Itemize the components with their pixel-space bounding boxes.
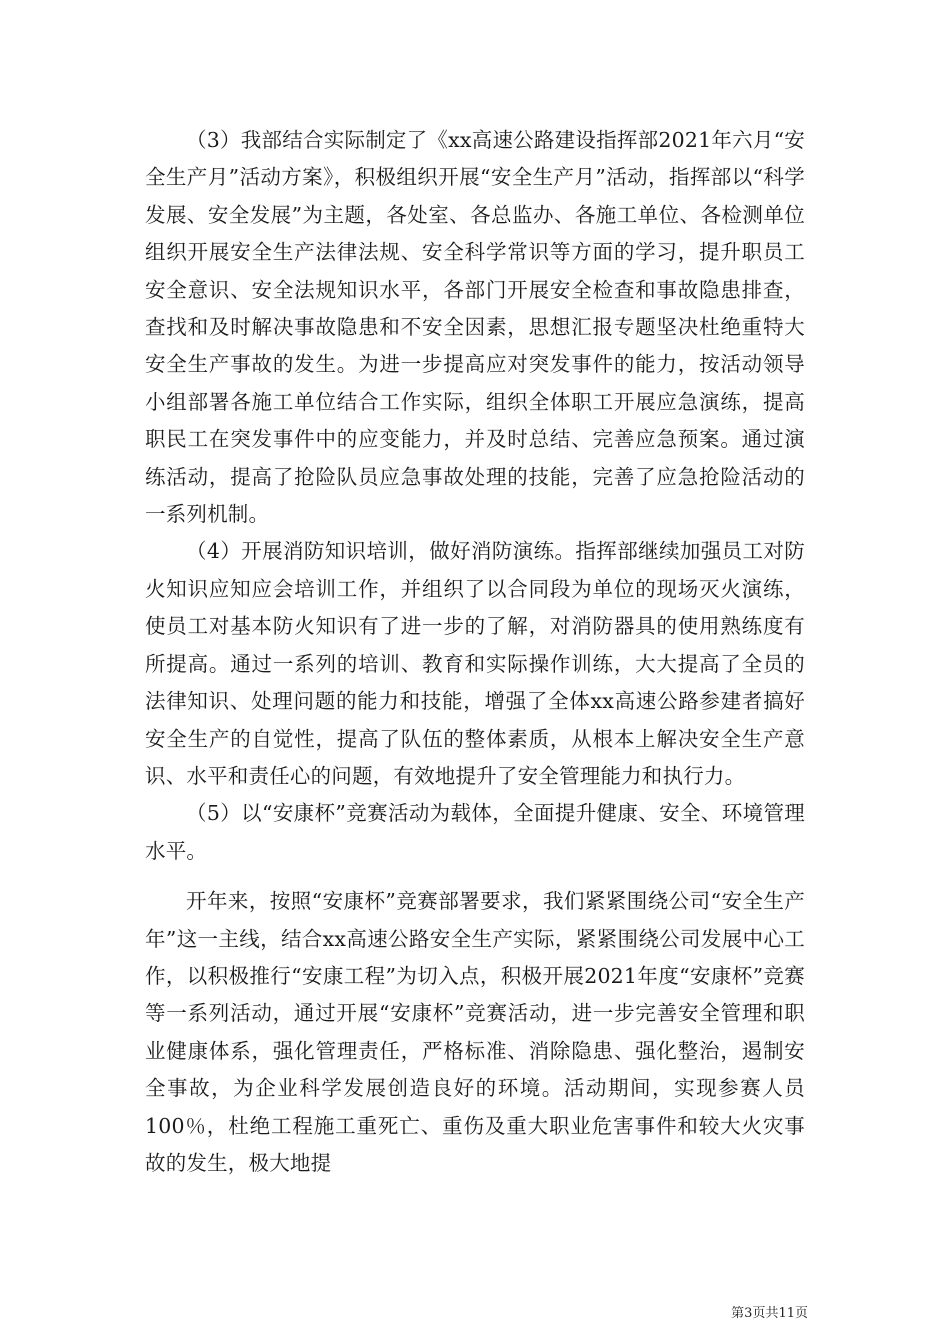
paragraph-4-fire-training: （4）开展消防知识培训，做好消防演练。指挥部继续加强员工对防火知识应知应会培训工作，并组织了以合同段为单位的现场灭火演练，使员工对基本防火知识有了进一步的了解，对消防器具的使用熟练度有所提高。通过一系列的培训、教育和实际操作训练，大大提高了全员的法律知识、处理问题的能力和技能，增强了全体xx高速公路参建者搞好安全生产的自觉性，提高了队伍的整体素质，从根本上解决安全生产意识、水平和责任心的问题，有效地提升了安全管理能力和执行力。 xyxy=(145,539,805,788)
paragraph-3-safety-month: （3）我部结合实际制定了《xx高速公路建设指挥部2021年六月“安全生产月”活动方案》，积极组织开展“安全生产月”活动，指挥部以“科学发展、安全发展”为主题，各处室、各总监办、各施工单位、各检测单位组织开展安全生产法律法规、安全科学常识等方面的学习，提升职员工安全意识、安全法规知识水平，各部门开展安全检查和事故隐患排查，查找和及时解决事故隐患和不安全因素，思想汇报专题坚决杜绝重特大安全生产事故的发生。为进一步提高应对突发事件的能力，按活动领导小组部署各施工单位结合工作实际，组织全体职工开展应急演练，提高职民工在突发事件中的应变能力，并及时总结、完善应急预案。通过演练活动，提高了抢险队员应急事故处理的技能，完善了应急抢险活动的一系列机制。 xyxy=(145,128,805,527)
paragraph-5-ankang-cup: （5）以“安康杯”竞赛活动为载体，全面提升健康、安全、环境管理水平。 xyxy=(145,801,805,863)
paragraph-year-summary: 开年来，按照“安康杯”竞赛部署要求，我们紧紧围绕公司“安全生产年”这一主线，结合xx高速公路安全生产实际，紧紧围绕公司发展中心工作，以积极推行“安康工程”为切入点，积极开展2021年度“安康杯”竞赛等一系列活动，通过开展“安康杯”竞赛活动，进一步完善安全管理和职业健康体系，强化管理责任，严格标准、消除隐患、强化整治，遏制安全事故，为企业科学发展创造良好的环境。活动期间，实现参赛人员100％，杜绝工程施工重死亡、重伤及重大职业危害事件和较大火灾事故的发生，极大地提 xyxy=(145,889,805,1175)
page-number-footer: 第3页共11页 xyxy=(731,1306,808,1321)
document-body xyxy=(145,122,805,1182)
